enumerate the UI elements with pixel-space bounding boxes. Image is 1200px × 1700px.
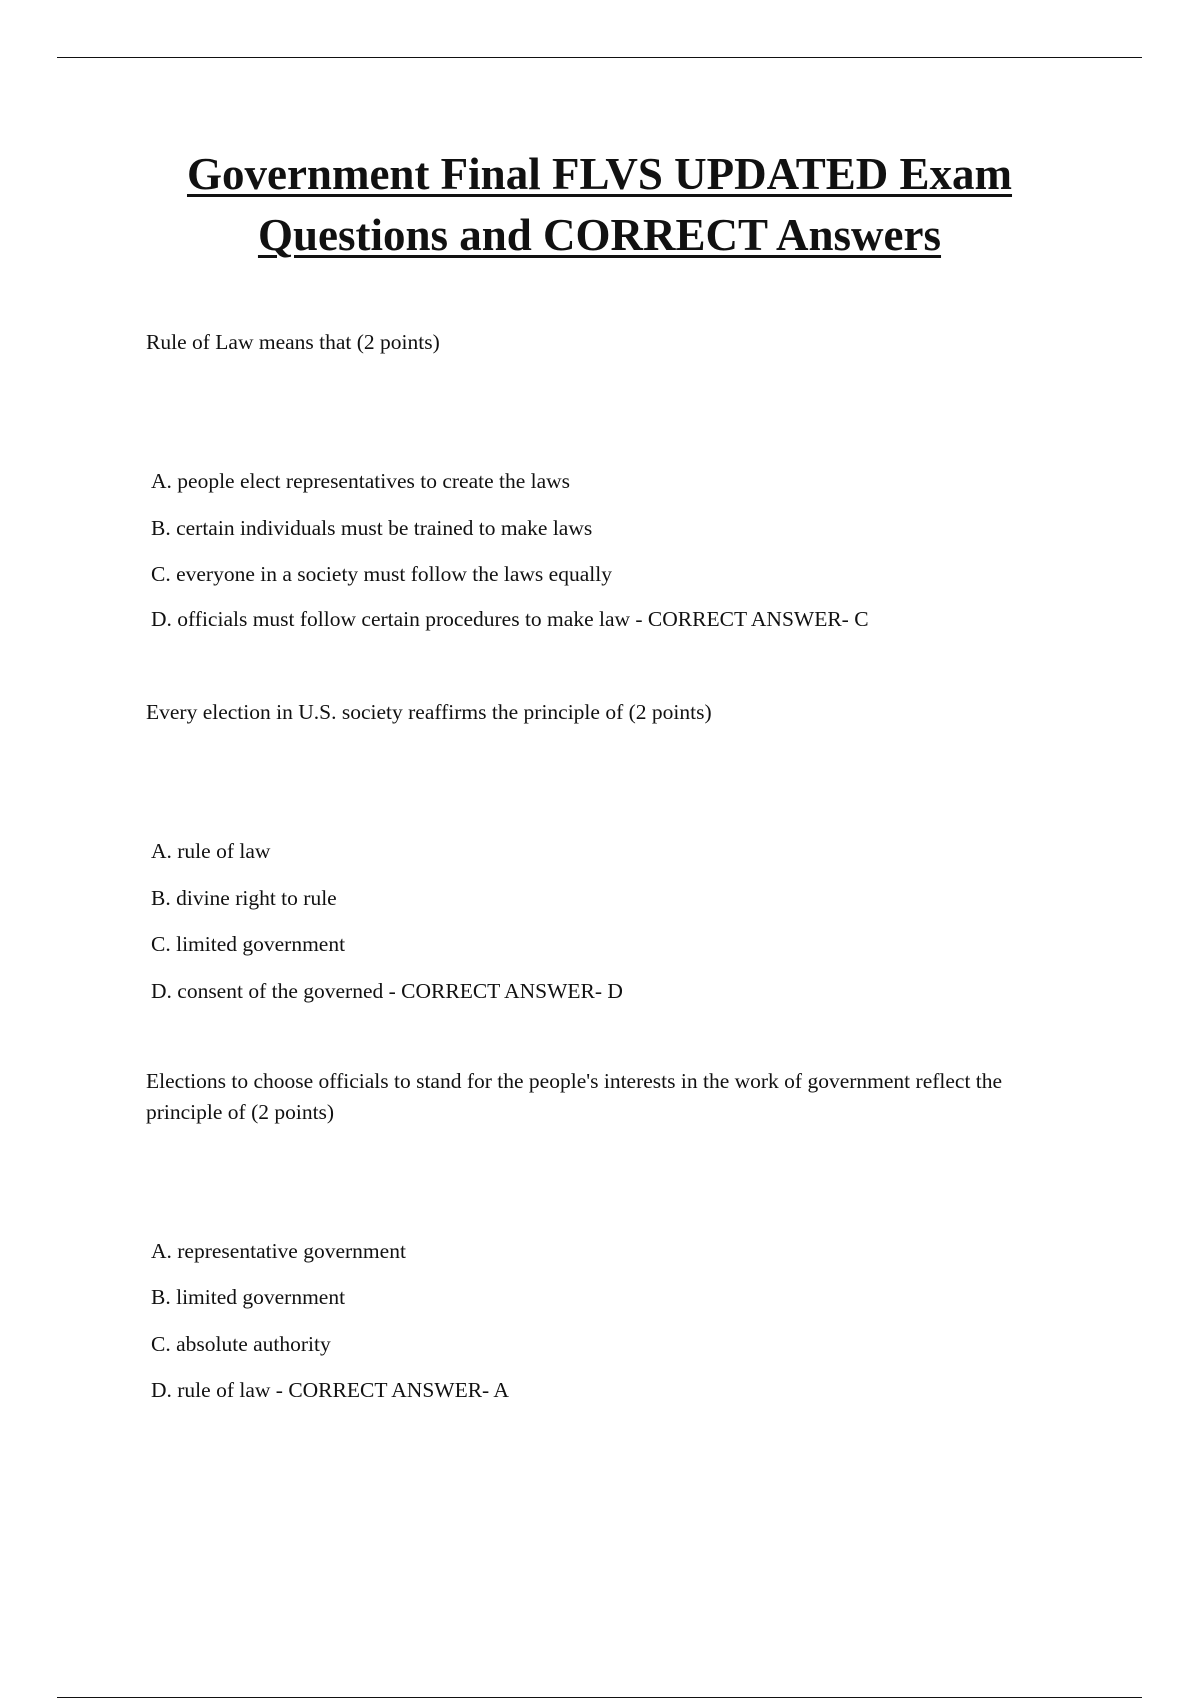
question-1-option-d: D. officials must follow certain procedures to make law - CORRECT ANSWER- C — [151, 607, 869, 631]
title-line-1: Government Final FLVS UPDATED Exam — [186, 149, 1013, 199]
bottom-rule — [57, 1697, 1142, 1698]
question-1-prompt: Rule of Law means that (2 points) — [146, 330, 440, 354]
question-2-option-a: A. rule of law — [151, 839, 271, 863]
question-2-option-c: C. limited government — [151, 932, 346, 956]
question-3-prompt: Elections to choose officials to stand for the people's interests in the work of government reflect the principle of (2 points) — [146, 1069, 1003, 1124]
question-3-option-b: B. limited government — [151, 1285, 346, 1309]
question-3-option-d: D. rule of law - CORRECT ANSWER- A — [151, 1378, 509, 1402]
question-2-prompt: Every election in U.S. society reaffirms the principle of (2 points) — [146, 700, 712, 724]
question-1-option-c: C. everyone in a society must follow the laws equally — [151, 562, 612, 586]
question-2-option-d: D. consent of the governed - CORRECT ANSWER- D — [151, 979, 623, 1003]
question-1-option-b: B. certain individuals must be trained to make laws — [151, 516, 593, 540]
title-line-2: Questions and CORRECT Answers — [257, 210, 942, 260]
question-2-option-b: B. divine right to rule — [151, 886, 337, 910]
top-rule — [57, 57, 1142, 58]
question-1-option-a: A. people elect representatives to create the laws — [151, 469, 571, 493]
question-3-option-c: C. absolute authority — [151, 1332, 331, 1356]
page-title — [57, 144, 1142, 266]
question-3-option-a: A. representative government — [151, 1239, 406, 1263]
